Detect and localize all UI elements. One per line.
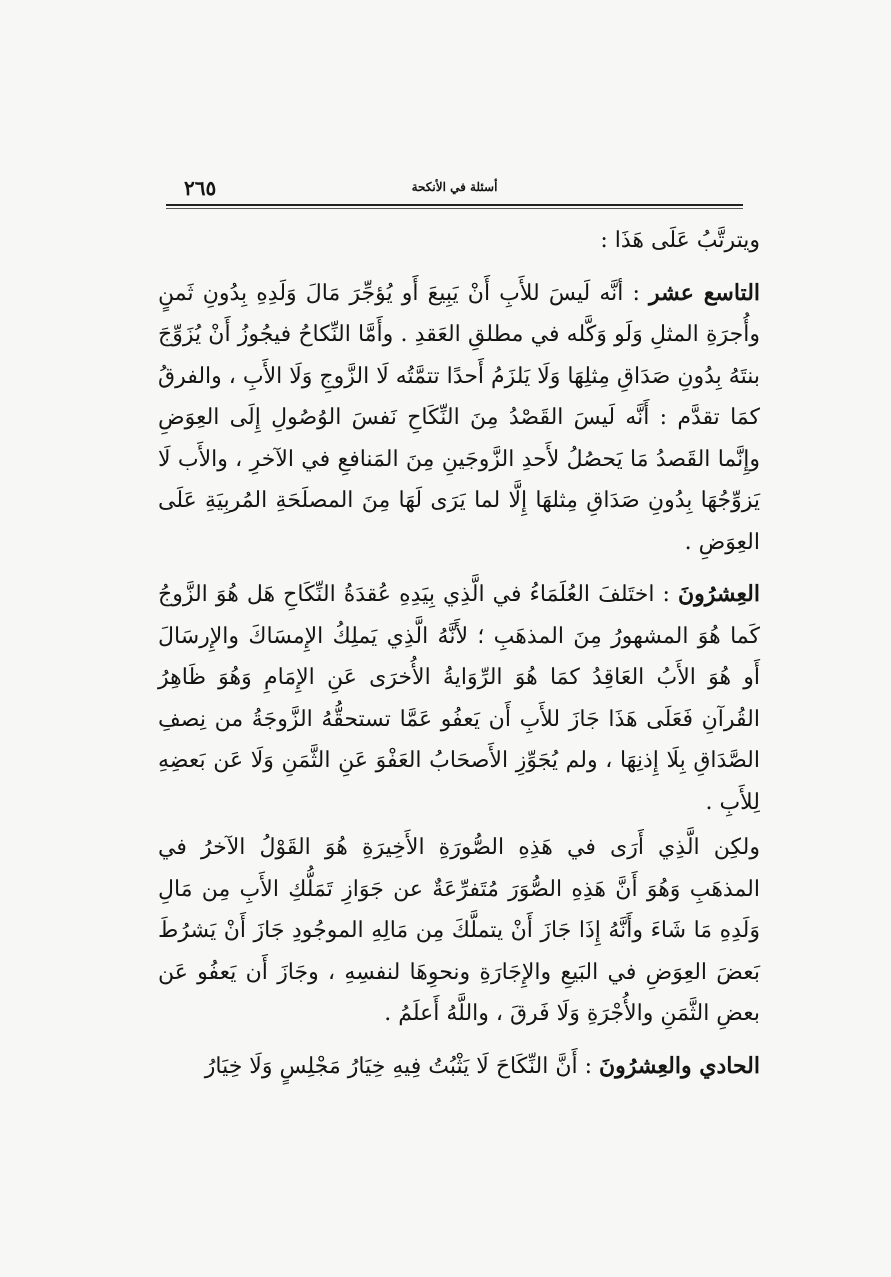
paragraph-lead: العِشرُونَ [678,581,760,607]
paragraph-text: : أنَّه لَيسَ للأَبِ أَنْ يَبِيعَ أَو يُؤجِّرَ مَالَ وَلَدِهِ بِدُونِ ثَمنٍ وأُجرَةِ المثلِ وَلَو وَكَّله في مطلقِ العَقدِ . وأَمَّا النِّكاحُ فيجُوزُ أَنْ يُزَوِّجَ بنتَهُ بِدُونِ صَدَاقِ مِثلِهَا وَلَا يَلزَمُ أَحدًا تتمَّتُه لَا الزَّوجِ وَلَا الأَبِ ، والفرقُ كمَا تقدَّم : أَنَّه لَيسَ القَصْدُ مِنَ النِّكَاحِ نَفسَ الوُصُولِ إِلَى العِوَضِ وإِنَّما القَصدُ مَا يَحصُلُ لأَحدِ الزَّوجَينِ مِنَ المَنافعِ في الآخرِ ، والأَب لَا يَزوِّجُهَا بِدُونِ صَدَاقِ مِثلهَا إِلَّا لما يَرَى لَهَا مِنَ المصلَحَةِ المُربِيَةِ عَلَى العِوَضِ . [158,280,760,555]
paragraph-text: : اختَلفَ العُلَمَاءُ في الَّذِي بِيَدِهِ عُقدَةُ النِّكَاحِ هَل هُوَ الزَّوجُ كَما هُوَ المشهورُ مِنَ المذهَبِ ؛ لأَنَّهُ الَّذِي يَملِكُ الإِمسَاكَ والإِرسَالَ أَو هُوَ الأَبُ العَاقِدُ كمَا هُوَ الرِّوَايةُ الأُخرَى عَنِ الإِمَامِ وَهُوَ ظَاهِرُ القُرآنِ فَعَلَى هَذَا جَازَ للأَبِ أَن يَعفُو عَمَّا تستحقُّهُ الزَّوجَةُ من نِصفِ الصَّدَاقِ بِلَا إِذنِهَا ، ولم يُجَوِّزِ الأَصحَابُ العَفْوَ عَنِ الثَّمَنِ وَلَا عَن بَعضِهِ لِلأَبِ . [158,582,760,815]
page-header [166,176,743,200]
paragraph-twentieth [158,574,760,823]
paragraph-text: : أَنَّ النِّكَاحَ لَا يَثْبُتُ فِيهِ خِيَارُ مَجْلِسٍ وَلَا خِيَارُ [204,1053,599,1079]
paragraph-nineteenth [158,273,760,564]
body-text [158,220,760,1087]
paragraph-text: ولكِن الَّذِي أَرَى في هَذِهِ الصُّورَةِ الأَخِيرَةِ هُوَ القَوْلُ الآخرُ في المذهَبِ وَهُوَ أَنَّ هَذِهِ الصُّوَرَ مُتَفرِّعَةٌ عن جَوَازِ تَمَلُّكِ الأَبِ مِن مَالِ وَلَدِهِ مَا شَاءَ وأَنَّهُ إِذَا جَازَ أَنْ يتملَّكَ مِن مَالِهِ الموجُودِ جَازَ أَنْ يَشرُطَ بَعضَ العِوَضِ في البَيعِ والإِجَارَةِ ونحوِهَا لنفسِهِ ، وجَازَ أَن يَعفُو عَن بعضِ الثَّمَنِ والأُجْرَةِ وَلَا فَرقَ ، واللَّهُ أَعلَمُ . [158,835,760,1026]
page-number: ٢٦٥ [184,176,217,200]
paragraph-opinion [158,827,760,1035]
header-rule-thin [166,208,743,209]
header-rule [166,204,743,206]
paragraph-lead: الحادي والعِشرُونَ [599,1052,760,1079]
paragraph-text: ويترتَّبُ عَلَى هَذَا : [600,228,760,253]
paragraph-twenty-first [158,1046,760,1088]
running-title: أسئلة في الأنكحة [411,180,498,194]
paragraph-lead: التاسع عشر [649,279,761,306]
paragraph-intro [158,220,760,262]
